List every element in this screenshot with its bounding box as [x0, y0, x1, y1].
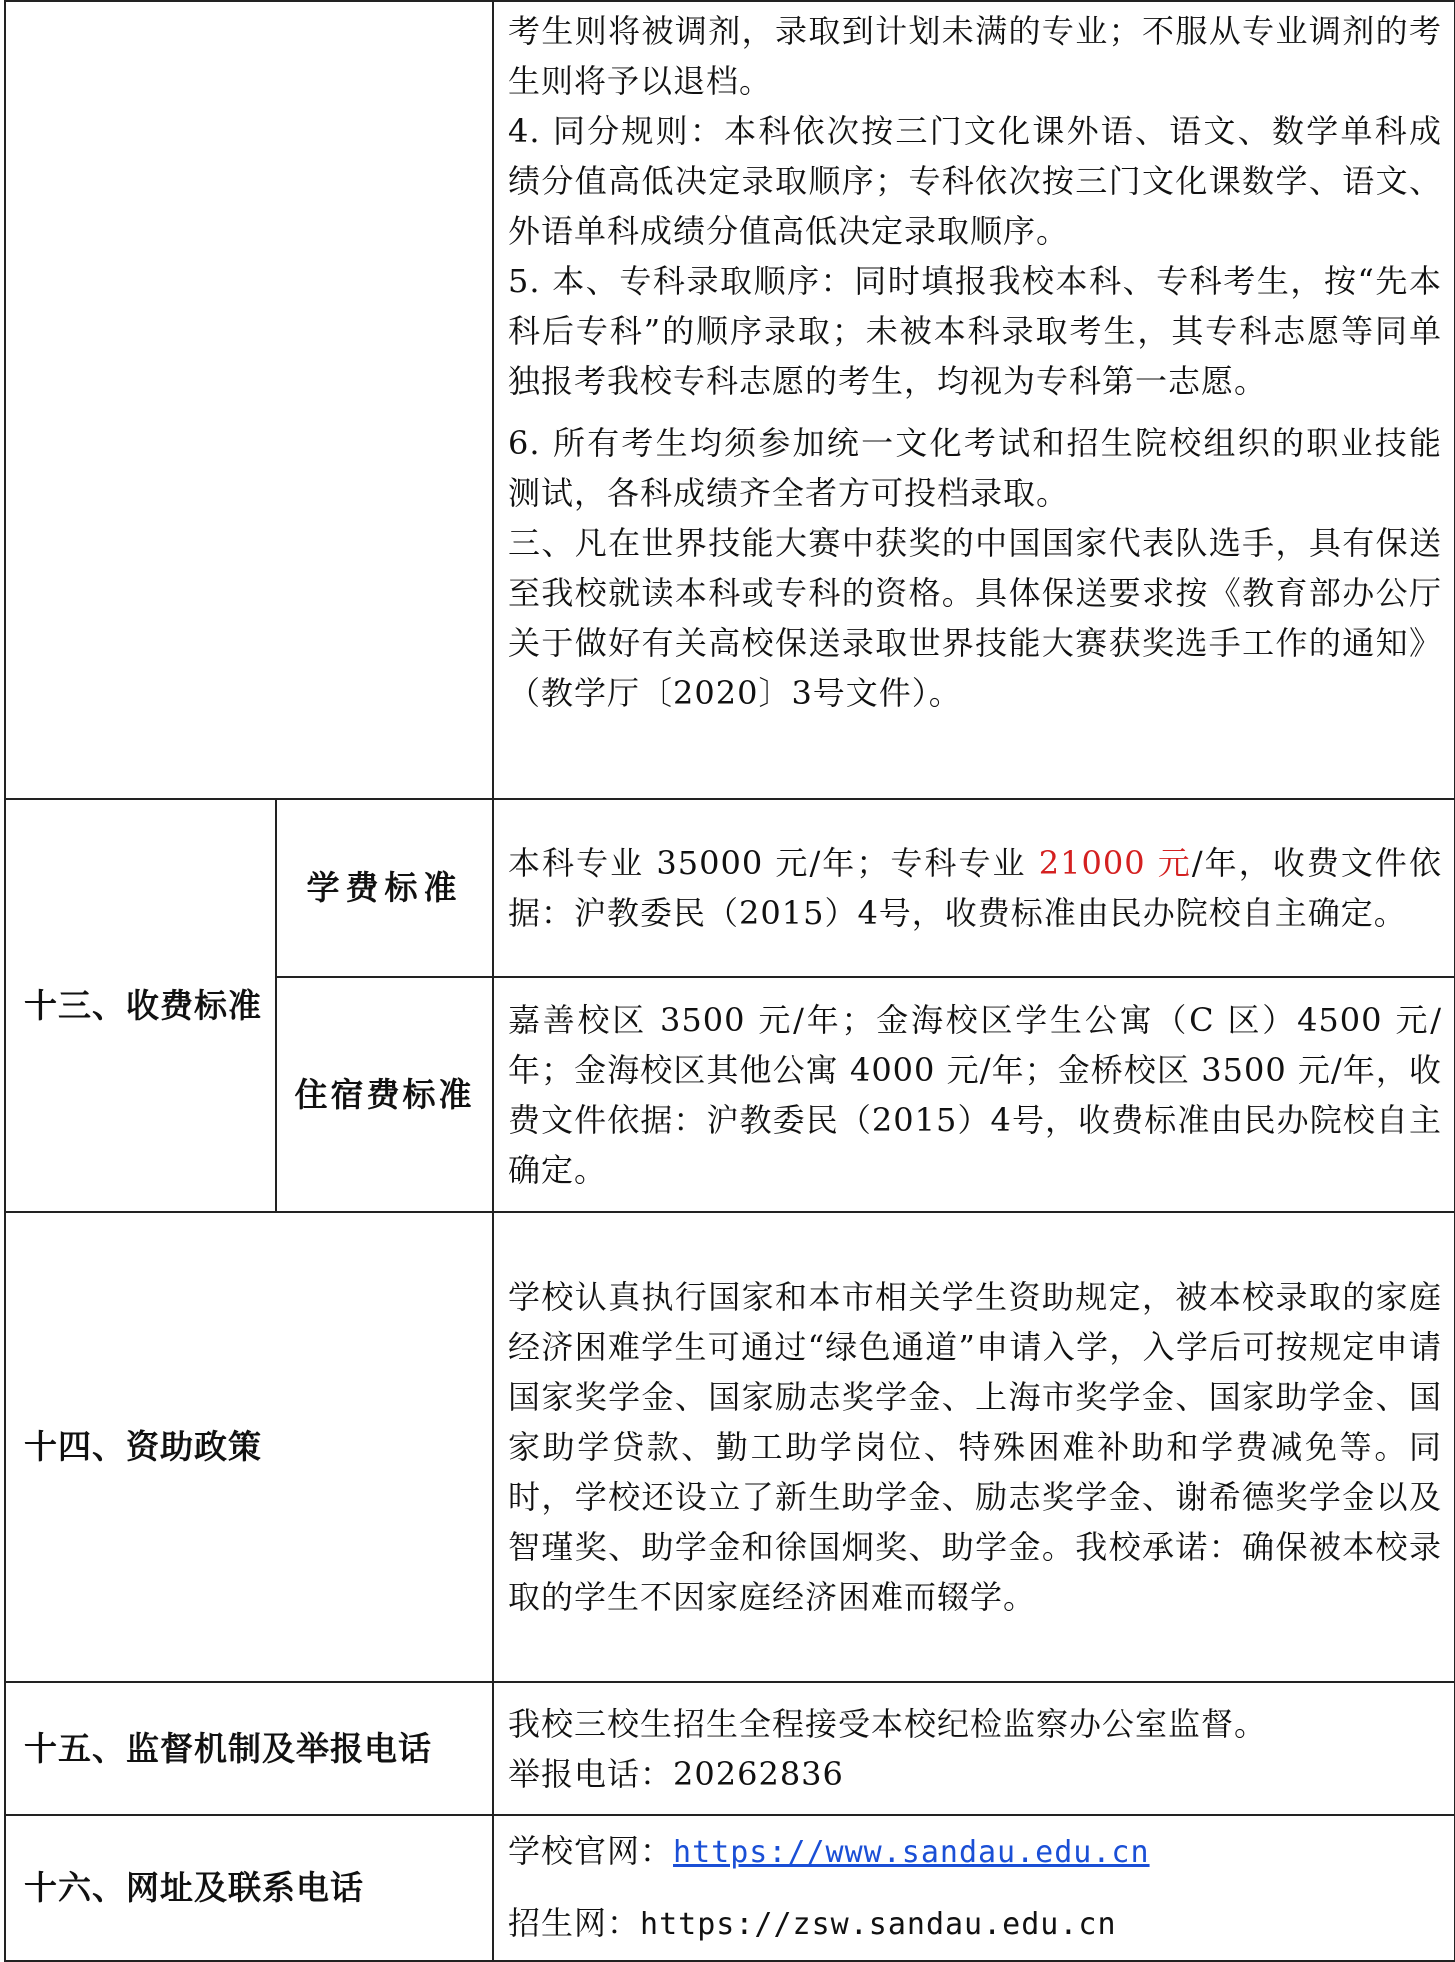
- tuition-text-b: /年，收费文件依据：沪教委民（2015）4号，收费标准由民办院校自主确定。: [508, 844, 1442, 932]
- tie-break-rule-text: 4. 同分规则：本科依次按三门文化课外语、语文、数学单科成绩分值高低决定录取顺序；专科依次按三门文化课数学、语文、外语单科成绩分值高低决定录取顺序。: [508, 112, 1442, 250]
- supervision-row: [5, 1682, 1455, 1815]
- admission-site-label: 招生网：: [508, 1904, 641, 1942]
- aid-row: [5, 1212, 1455, 1682]
- supervision-content-cell: [493, 1682, 1455, 1815]
- aid-section-title: 十四、资助政策: [24, 1427, 262, 1466]
- aid-content-cell: [493, 1212, 1455, 1682]
- admission-site-line: [494, 1898, 1454, 1950]
- report-phone-number: 20262836: [673, 1754, 844, 1793]
- tuition-content-cell: [493, 799, 1455, 977]
- contact-content-cell: [493, 1815, 1455, 1961]
- admission-site-url: https://zsw.sandau.edu.cn: [640, 1907, 1117, 1942]
- policy-document: [4, 0, 1454, 1962]
- report-phone-line: [494, 1749, 1454, 1799]
- tuition-text: [494, 838, 1454, 938]
- exam-requirement-text: 6. 所有考生均须参加统一文化考试和招生院校组织的职业技能测试，各科成绩齐全者方可投档录取。: [508, 424, 1442, 512]
- report-phone-label: 举报电话：: [508, 1754, 674, 1793]
- official-site-link[interactable]: https://www.sandau.edu.cn: [673, 1835, 1150, 1870]
- aid-label-cell: [5, 1212, 493, 1682]
- tuition-highlight: 21000 元: [1038, 844, 1192, 882]
- supervision-section-title: 十五、监督机制及举报电话: [24, 1728, 432, 1768]
- official-site-line: [494, 1826, 1454, 1878]
- tuition-text-a: 本科专业 35000 元/年；专科专业: [508, 844, 1039, 882]
- continuation-content-cell: [493, 1, 1455, 799]
- continuation-row: [5, 1, 1455, 799]
- supervision-label-cell: [5, 1682, 493, 1815]
- housing-label: 住宿费标准: [294, 1074, 475, 1114]
- tuition-label: 学费标准: [306, 868, 463, 907]
- housing-content-cell: [493, 977, 1455, 1212]
- contact-label-cell: [5, 1815, 493, 1961]
- adjustment-rule-text: 考生则将被调剂，录取到计划未满的专业；不服从专业调剂的考生则将予以退档。: [508, 12, 1442, 100]
- housing-label-cell: [276, 977, 493, 1212]
- world-skills-text: 三、凡在世界技能大赛中获奖的中国国家代表队选手，具有保送至我校就读本科或专科的资格。具体保送要求按《教育部办公厅关于做好有关高校保送录取世界技能大赛获奖选手工作的通知》（教学厅〔2020〕3号文件）。: [508, 524, 1442, 712]
- supervision-text: 我校三校生招生全程接受本校纪检监察办公室监督。: [508, 1704, 1268, 1743]
- tuition-row: [5, 799, 1455, 977]
- housing-text: 嘉善校区 3500 元/年；金海校区学生公寓（C 区）4500 元/年；金海校区其他公寓 4000 元/年；金桥校区 3500 元/年，收费文件依据：沪教委民（2015）4号，收费标准由民办院校自主确定。: [508, 1000, 1442, 1189]
- continuation-label-cell: [5, 1, 493, 799]
- admission-order-text: 5. 本、专科录取顺序：同时填报我校本科、专科考生，按“先本科后专科”的顺序录取；未被本科录取考生，其专科志愿等同单独报考我校专科志愿的考生，均视为专科第一志愿。: [508, 262, 1442, 400]
- contact-section-title: 十六、网址及联系电话: [24, 1868, 364, 1907]
- contact-row: [5, 1815, 1455, 1961]
- official-site-label: 学校官网：: [508, 1832, 674, 1870]
- fees-label-cell: [5, 799, 276, 1212]
- fees-section-title: 十三、收费标准: [24, 985, 262, 1025]
- tuition-label-cell: [276, 799, 493, 977]
- admission-table: [4, 0, 1455, 1962]
- aid-text: 学校认真执行国家和本市相关学生资助规定，被本校录取的家庭经济困难学生可通过“绿色通道”申请入学，入学后可按规定申请国家奖学金、国家励志奖学金、上海市奖学金、国家助学金、国家助学贷款、勤工助学岗位、特殊困难补助和学费减免等。同时，学校还设立了新生助学金、励志奖学金、谢希德奖学金以及智瑾奖、助学金和徐国炯奖、助学金。我校承诺：确保被本校录取的学生不因家庭经济困难而辍学。: [508, 1278, 1442, 1616]
